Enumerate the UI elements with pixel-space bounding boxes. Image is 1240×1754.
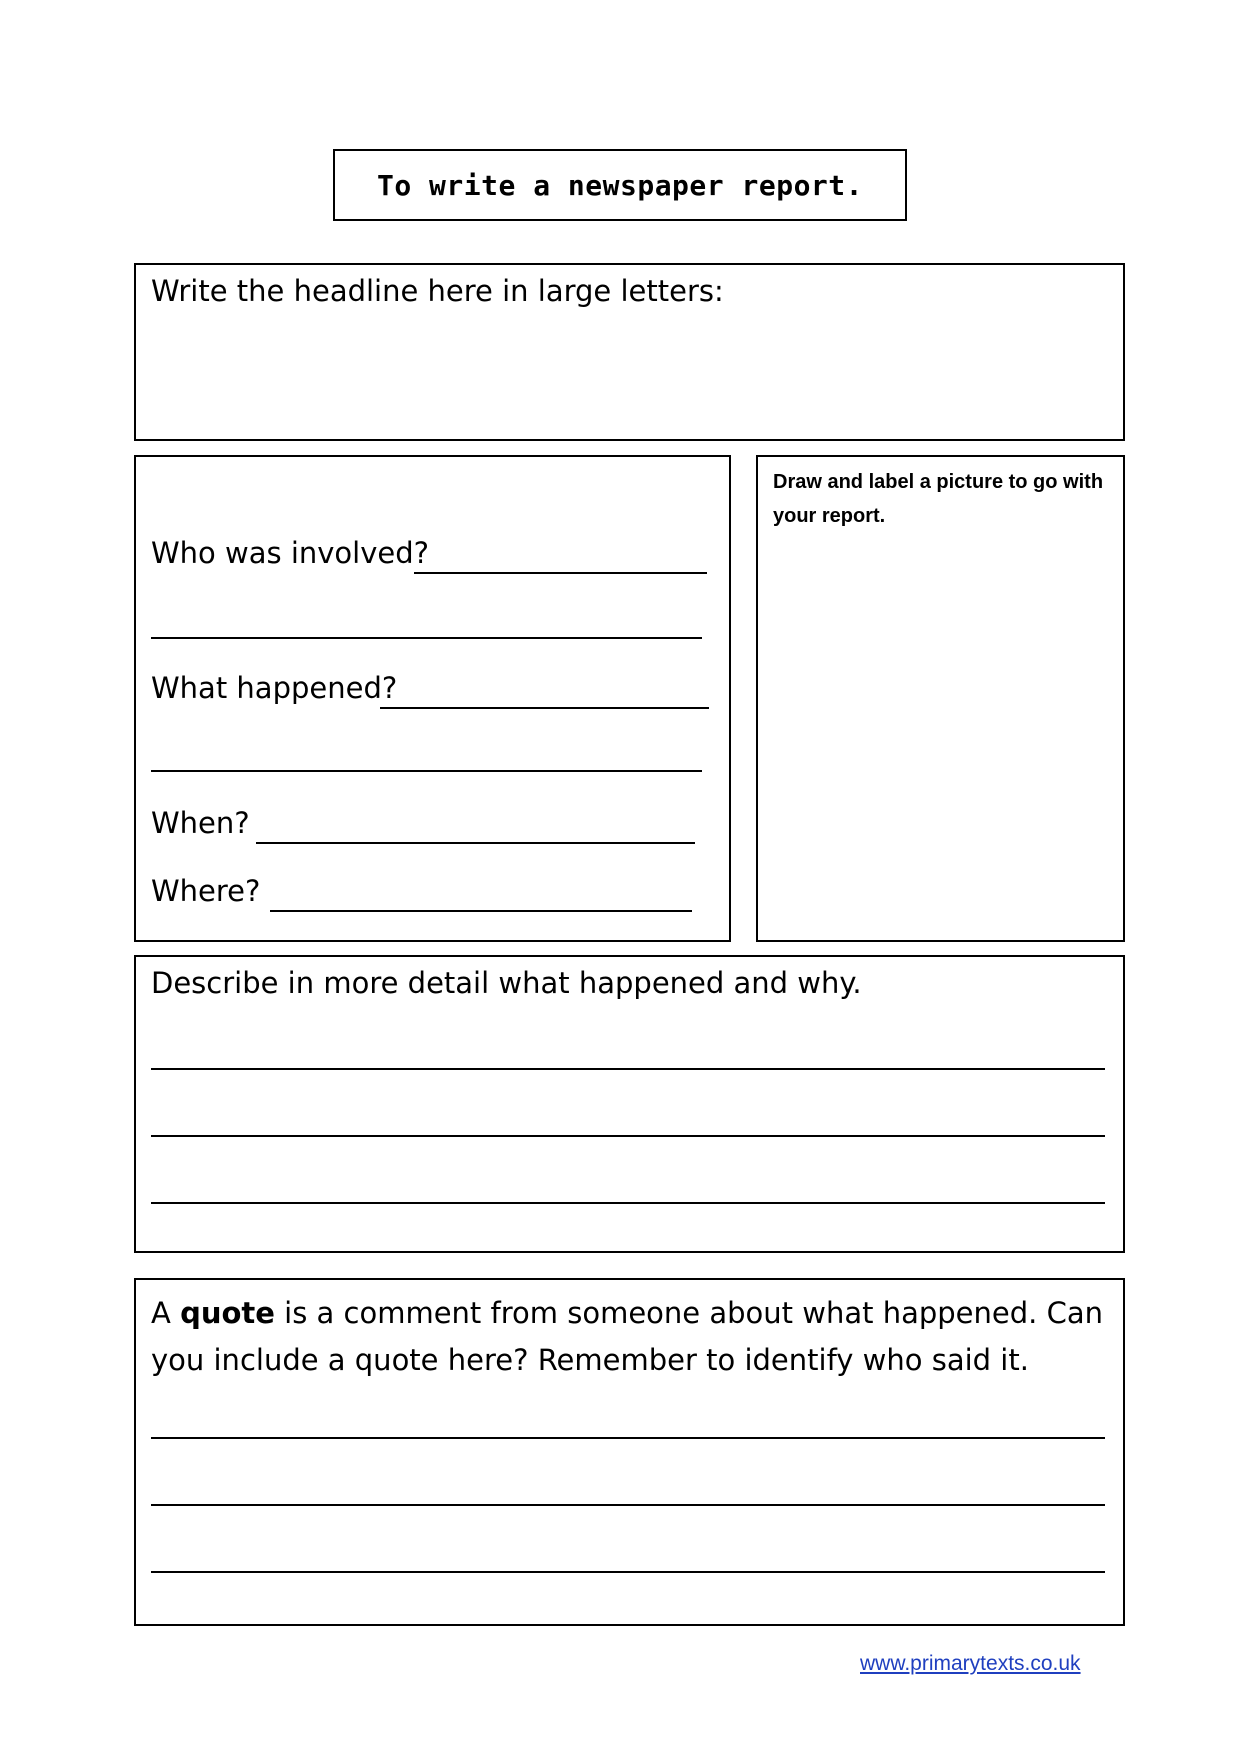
quote-answer-line[interactable]: [151, 1571, 1105, 1573]
what-answer-line[interactable]: [380, 707, 709, 709]
picture-prompt: Draw and label a picture to go with your report.: [773, 471, 1104, 527]
when-prompt: When?: [151, 806, 250, 840]
quote-keyword: quote: [180, 1296, 275, 1330]
detail-answer-line[interactable]: [151, 1202, 1105, 1204]
website-link[interactable]: www.primarytexts.co.uk: [860, 1652, 1081, 1675]
what-answer-line-2[interactable]: [151, 770, 702, 772]
facts-box: [134, 455, 731, 942]
who-answer-line[interactable]: [414, 572, 707, 574]
when-answer-line[interactable]: [256, 842, 695, 844]
quote-answer-line[interactable]: [151, 1504, 1105, 1506]
where-prompt: Where?: [151, 874, 261, 908]
headline-prompt: Write the headline here in large letters:: [151, 274, 724, 308]
what-prompt: What happened?: [151, 671, 398, 705]
detail-answer-line[interactable]: [151, 1068, 1105, 1070]
detail-answer-line[interactable]: [151, 1135, 1105, 1137]
detail-prompt: Describe in more detail what happened and why.: [151, 966, 862, 1000]
who-prompt: Who was involved?: [151, 536, 430, 570]
who-answer-line-2[interactable]: [151, 637, 702, 639]
detail-box: [134, 955, 1125, 1253]
quote-prefix: A: [151, 1296, 181, 1330]
headline-box[interactable]: [134, 263, 1125, 441]
quote-answer-line[interactable]: [151, 1437, 1105, 1439]
where-answer-line[interactable]: [270, 910, 692, 912]
quote-rest: is a comment from someone about what happened. Can you include a quote here? Remember to identify who said it.: [151, 1296, 1103, 1377]
picture-box[interactable]: [756, 455, 1125, 942]
worksheet-title-text: To write a newspaper report.: [376, 168, 863, 202]
quote-box: [134, 1278, 1125, 1626]
quote-prompt: [151, 1290, 1111, 1384]
worksheet-title: [333, 149, 907, 221]
